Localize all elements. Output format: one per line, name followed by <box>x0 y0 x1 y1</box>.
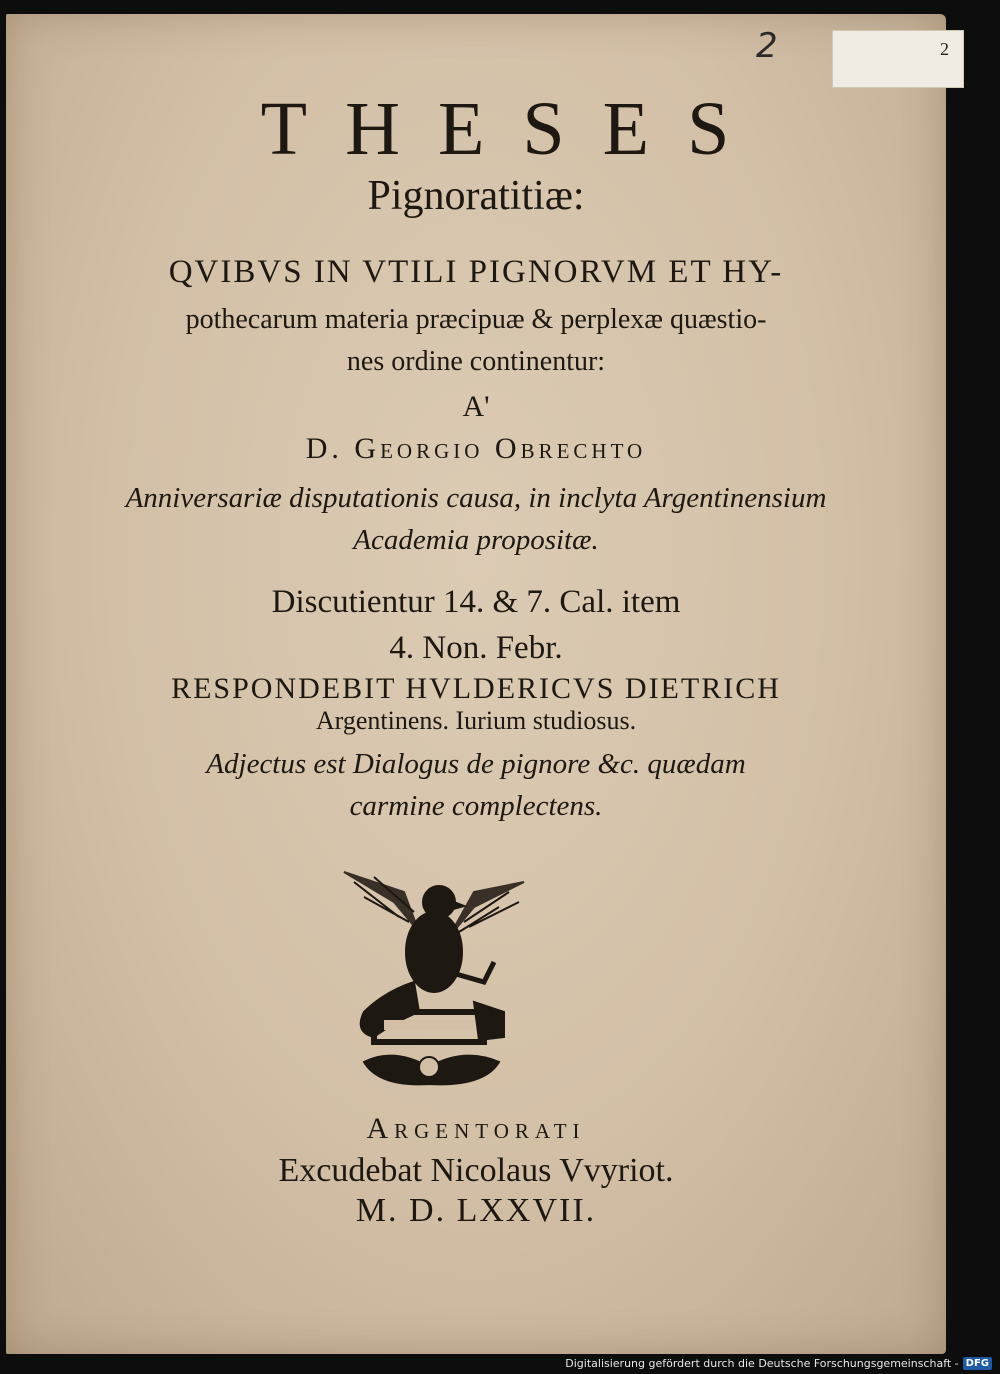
appendix-line-1: Adjectus est Dialogus de pignore &c. quædam <box>206 748 746 780</box>
discussion-line-1: Discutientur 14. & 7. Cal. item <box>271 584 681 620</box>
respondent-info: Argentinens. Iurium studiosus. <box>315 706 637 735</box>
imprint-city: Argentorati <box>366 1112 586 1145</box>
by-line: A' <box>462 390 490 423</box>
respondent: RESPONDEBIT HVLDERICVS DIETRICH <box>171 672 781 705</box>
purpose-line-2: Academia propositæ. <box>353 524 599 556</box>
discussion-line-2: 4. Non. Febr. <box>389 630 563 666</box>
author: D. Georgio Obrechto <box>305 432 647 465</box>
imprint-printer: Excudebat Nicolaus Vvyriot. <box>278 1152 674 1189</box>
title: THESES <box>260 87 768 171</box>
intro-line-3: nes ordine continentur: <box>346 346 606 377</box>
handwritten-page-number: 2 <box>756 26 778 66</box>
page-scan <box>6 14 946 1354</box>
appendix-line-2: carmine complectens. <box>349 790 603 822</box>
intro-line-2: pothecarum materia præcipuæ & perplexæ quæstio- <box>185 304 767 335</box>
label-number: 2 <box>940 39 949 59</box>
library-label <box>832 30 964 88</box>
credit-text: Digitalisierung gefördert durch die Deutsche Forschungsgemeinschaft - <box>565 1357 959 1370</box>
digitization-credit <box>565 1357 992 1370</box>
dfg-logo: DFG <box>963 1357 992 1370</box>
purpose-line-1: Anniversariæ disputationis causa, in inclyta Argentinensium <box>125 482 827 514</box>
printer-device-griffin-icon <box>324 862 544 1092</box>
imprint-year: M. D. LXXVII. <box>355 1192 597 1229</box>
subtitle: Pignoratitiæ: <box>367 173 585 219</box>
intro-caps: QVIBVS IN VTILI PIGNORVM ET HY- <box>168 254 784 290</box>
